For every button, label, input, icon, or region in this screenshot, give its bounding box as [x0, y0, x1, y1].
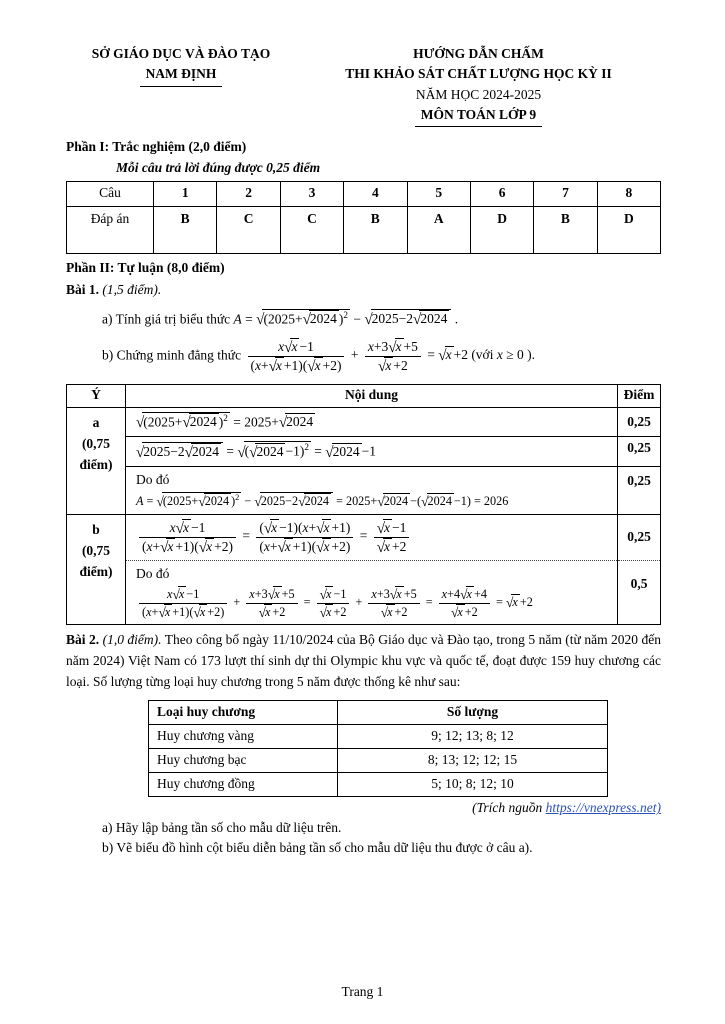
part1-heading: Phần I: Trắc nghiệm (2,0 điểm)	[66, 139, 247, 154]
source-link[interactable]: https://vnexpress.net)	[545, 800, 661, 816]
problem2-points: (1,0 điểm).	[102, 632, 162, 648]
solution-row-b2	[67, 560, 661, 625]
solution-row-a2	[67, 437, 661, 467]
answer-value: B	[344, 206, 407, 253]
document-title-block	[296, 44, 661, 127]
doc-title-line4: MÔN TOÁN LỚP 9	[415, 105, 542, 127]
solution-step-a3: Do đó A = √(2025+√2024 )$^2$ − √2025−2√2024 = 2025+√2024 −(√2024 −1) = 2026	[126, 466, 618, 514]
problem1-question-a	[102, 309, 661, 329]
page-number: Trang 1	[341, 984, 384, 1000]
org-name-line1: SỞ GIÁO DỤC VÀ ĐÀO TẠO	[91, 46, 271, 61]
problem2-intro-text: Theo công bố ngày 11/10/2024 của Bộ Giáo dục và Đào tạo, trong 5 năm (từ năm 2020 đến năm 2024) Việt Nam có 173 lượt thí sinh dự thi Olympic khu vực và quốc tế, đoạt được 159 huy chương các loại. Số lượng từng loại huy chương trong 5 năm được thống kê như sau:	[66, 632, 661, 690]
issuing-org-block	[66, 44, 296, 127]
question-b-formula: $\frac{x√x -1}{(x+√x +1)(√x +2)}$ + $\frac{x+3√x +5}{√x +2}$ = √x +2 (với x ≥ 0 ).	[245, 347, 535, 362]
part1-note: Mỗi câu trả lời đúng được 0,25 điểm	[116, 159, 321, 175]
point-a1: 0,25	[618, 407, 661, 436]
problem2-intro	[66, 630, 661, 693]
doc-title-line1: HƯỚNG DẪN CHẤM	[413, 46, 544, 61]
point-a3: 0,25	[618, 466, 661, 514]
row-b-label: b (0,75 điểm)	[67, 515, 126, 625]
answer-value: C	[217, 206, 280, 253]
problem2-question-a: a) Hãy lập bảng tần số cho mẫu dữ liệu trên.	[102, 820, 342, 836]
medal-type: Huy chương vàng	[149, 725, 338, 749]
answer-key-answer-row	[67, 206, 661, 253]
col-header-point: Điểm	[618, 384, 661, 407]
solution-row-a3	[67, 466, 661, 514]
solution-step-a2: $√2025-2√2024 = √(√2024 -1)^2 = √2024 -1$	[126, 437, 618, 467]
question-b-text: b) Chứng minh đẳng thức	[102, 347, 242, 363]
row-a-label: a (0,75 điểm)	[67, 407, 126, 514]
answer-value: C	[280, 206, 343, 253]
medal-counts: 8; 13; 12; 12; 15	[338, 749, 608, 773]
question-number: 5	[407, 181, 470, 206]
question-a-formula: A = √(2025+√2024 )$^2$ − √2025−2√2024 .	[233, 309, 459, 329]
question-number: 7	[534, 181, 597, 206]
answer-value: D	[597, 206, 660, 253]
grading-table	[66, 384, 661, 626]
question-number: 1	[154, 181, 217, 206]
question-number: 6	[470, 181, 533, 206]
source-citation-text: (Trích nguồn	[472, 800, 546, 816]
medal-row-gold	[149, 725, 608, 749]
medal-col1-header: Loại huy chương	[149, 701, 338, 725]
step-a3-lead: Do đó	[136, 471, 170, 487]
problem1-points: (1,5 điểm).	[102, 281, 162, 297]
question-a-text: a) Tính giá trị biểu thức	[102, 311, 231, 327]
grading-table-header-row	[67, 384, 661, 407]
question-number: 3	[280, 181, 343, 206]
answer-value: B	[154, 206, 217, 253]
answer-value: D	[470, 206, 533, 253]
question-row-label: Câu	[67, 181, 154, 206]
medal-counts: 9; 12; 13; 8; 12	[338, 725, 608, 749]
doc-title-line2: THI KHẢO SÁT CHẤT LƯỢNG HỌC KỲ II	[345, 66, 612, 82]
medal-row-bronze	[149, 773, 608, 797]
solution-step-b1: $\frac{x√x -1}{(x+√x +1)(√x +2)}$ = $\frac{(√x -1)(x+√x +1)}{(x+√x +1)(√x +2)}$ = $\frac{√x -1}{√x +2}$	[126, 515, 618, 561]
answer-key-header-row	[67, 181, 661, 206]
answer-row-label: Đáp án	[67, 206, 154, 253]
medal-col2-header: Số lượng	[338, 701, 608, 725]
medal-type: Huy chương đồng	[149, 773, 338, 797]
point-a2: 0,25	[618, 437, 661, 467]
doc-title-line3: NĂM HỌC 2024-2025	[415, 86, 542, 102]
document-header	[66, 44, 661, 127]
answer-value: A	[407, 206, 470, 253]
medal-table	[148, 700, 608, 797]
question-number: 8	[597, 181, 660, 206]
medal-counts: 5; 10; 8; 12; 10	[338, 773, 608, 797]
solution-row-a1	[67, 407, 661, 436]
problem1-heading	[66, 281, 661, 300]
medal-row-silver	[149, 749, 608, 773]
solution-step-b2: Do đó $\frac{x√x -1}{(x+√x +1)(√x +2)}$ + $\frac{x+3√x +5}{√x +2}$ = $\frac{√x -1}{√x +2}$ + $\frac{x+3√x +5}{√x +2}$ = $\frac{x+4√x +4}{√x +2}$ = √x +2	[126, 560, 618, 625]
question-number: 2	[217, 181, 280, 206]
step-b2-lead: Do đó	[136, 565, 170, 581]
part2-heading: Phần II: Tự luận (8,0 điểm)	[66, 259, 225, 275]
answer-value: B	[534, 206, 597, 253]
problem1-label: Bài 1.	[66, 281, 100, 297]
medal-type: Huy chương bạc	[149, 749, 338, 773]
org-name-line2: NAM ĐỊNH	[140, 64, 223, 86]
point-b2: 0,5	[618, 560, 661, 625]
problem1-question-b	[102, 338, 661, 375]
solution-row-b1	[67, 515, 661, 561]
problem2-label: Bài 2.	[66, 632, 100, 648]
question-number: 4	[344, 181, 407, 206]
col-header-y: Ý	[67, 384, 126, 407]
point-b1: 0,25	[618, 515, 661, 561]
col-header-content: Nội dung	[126, 384, 618, 407]
solution-step-a1: √(2025+√2024 )$^2$ = 2025+√2024	[126, 407, 618, 436]
medal-table-header-row	[149, 701, 608, 725]
source-citation	[66, 799, 661, 818]
problem2-question-b: b) Vẽ biểu đồ hình cột biểu diễn bảng tần số cho mẫu dữ liệu thu được ở câu a).	[102, 840, 533, 856]
answer-key-table	[66, 181, 661, 254]
